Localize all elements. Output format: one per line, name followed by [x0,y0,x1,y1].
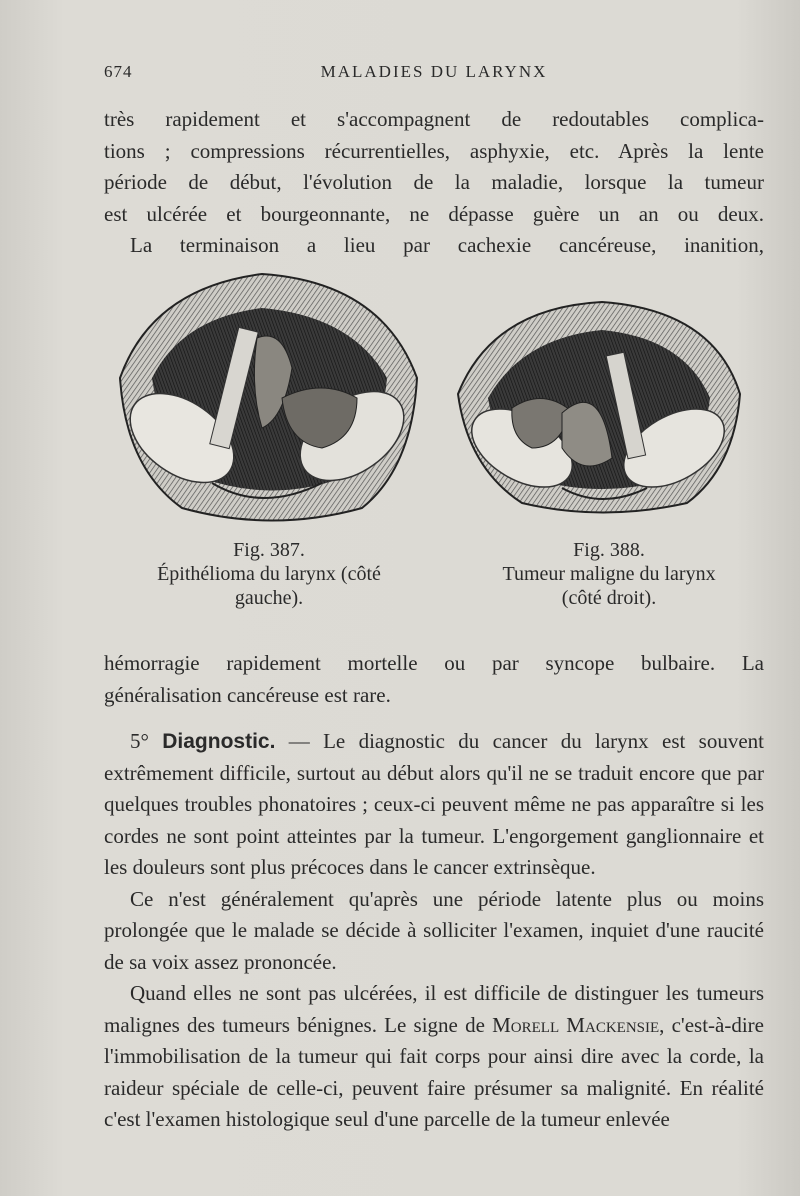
diagnostic-paragraph-1 [104,726,764,884]
text-line: hémorragie rapidement mortelle ou par syncope bulbaire. La [104,651,764,675]
diagnostic-paragraph-3 [104,978,764,1136]
running-title: MALADIES DU LARYNX [320,62,548,81]
figure-caption-line: Épithélioma du larynx (côté [157,563,381,585]
page-number: 674 [104,62,133,81]
section-number: 5° [130,729,149,753]
heading-dash: — [275,729,324,753]
figure-number: Fig. 388. [573,539,645,561]
figures-area [104,268,764,628]
larynx-illustration-right [452,298,744,522]
page-header [104,62,764,86]
figure-number: Fig. 387. [233,539,305,561]
text-line: généralisation cancéreuse est rare. [104,682,391,707]
top-paragraph [104,104,764,262]
text-line: très rapidement et s'accompagnent de redoutables complica- [104,107,764,131]
text-line: La terminaison a lieu par cachexie cancéreuse, inanition, [130,233,764,257]
text-line: tions ; compressions récurrentielles, asphyxie, etc. Après la lente [104,138,764,163]
paragraph-text: Le diagnostic du cancer du larynx est souvent extrêmement difficile, surtout au début alors qu'il ne se traduit encore que par quelques troubles phonatoires ; ceux-ci peuvent même ne pas apparaître si les cordes ne sont point atteintes par la tumeur. L'engorgement ganglionnaire et les douleurs sont plus précoces dans le cancer extrinsèque. [104,729,765,879]
figure-caption-387 [144,538,394,610]
text-line: est ulcérée et bourgeonnante, ne dépasse guère un an ou deux. [104,201,764,226]
larynx-illustration-left [112,268,424,530]
figure-caption-line: Tumeur maligne du larynx [502,563,716,585]
diagnostic-section [104,726,764,1136]
author-name: Morell Mackensie [492,1012,660,1037]
figure-caption-line: (côté droit). [561,587,657,609]
figure-caption-line: gauche). [234,587,304,609]
figure-caption-388 [464,538,754,610]
after-figures-paragraph [104,648,764,711]
text-line: période de début, l'évolution de la maladie, lorsque la tumeur [104,170,764,194]
paragraph-text: , c'est-à-dire l'immobilisation de la tumeur qui fait corps pour ainsi dire avec la corde, la raideur spéciale de celle-ci, peuvent faire présumer sa malignité. En réalité c'est l'examen histologique seul d'une parcelle de la tumeur enlevée [104,1012,764,1131]
section-heading: Diagnostic. [162,730,276,753]
diagnostic-paragraph-2: Ce n'est généralement qu'après une période latente plus ou moins prolongée que le malade se décide à solliciter l'examen, inquiet d'une raucité de sa voix assez prononcée. [104,886,764,974]
paragraph-text: Quand elles ne sont pas ulcérées, il est difficile de distinguer les tumeurs malignes des tumeurs bénignes. Le signe de [104,981,764,1037]
